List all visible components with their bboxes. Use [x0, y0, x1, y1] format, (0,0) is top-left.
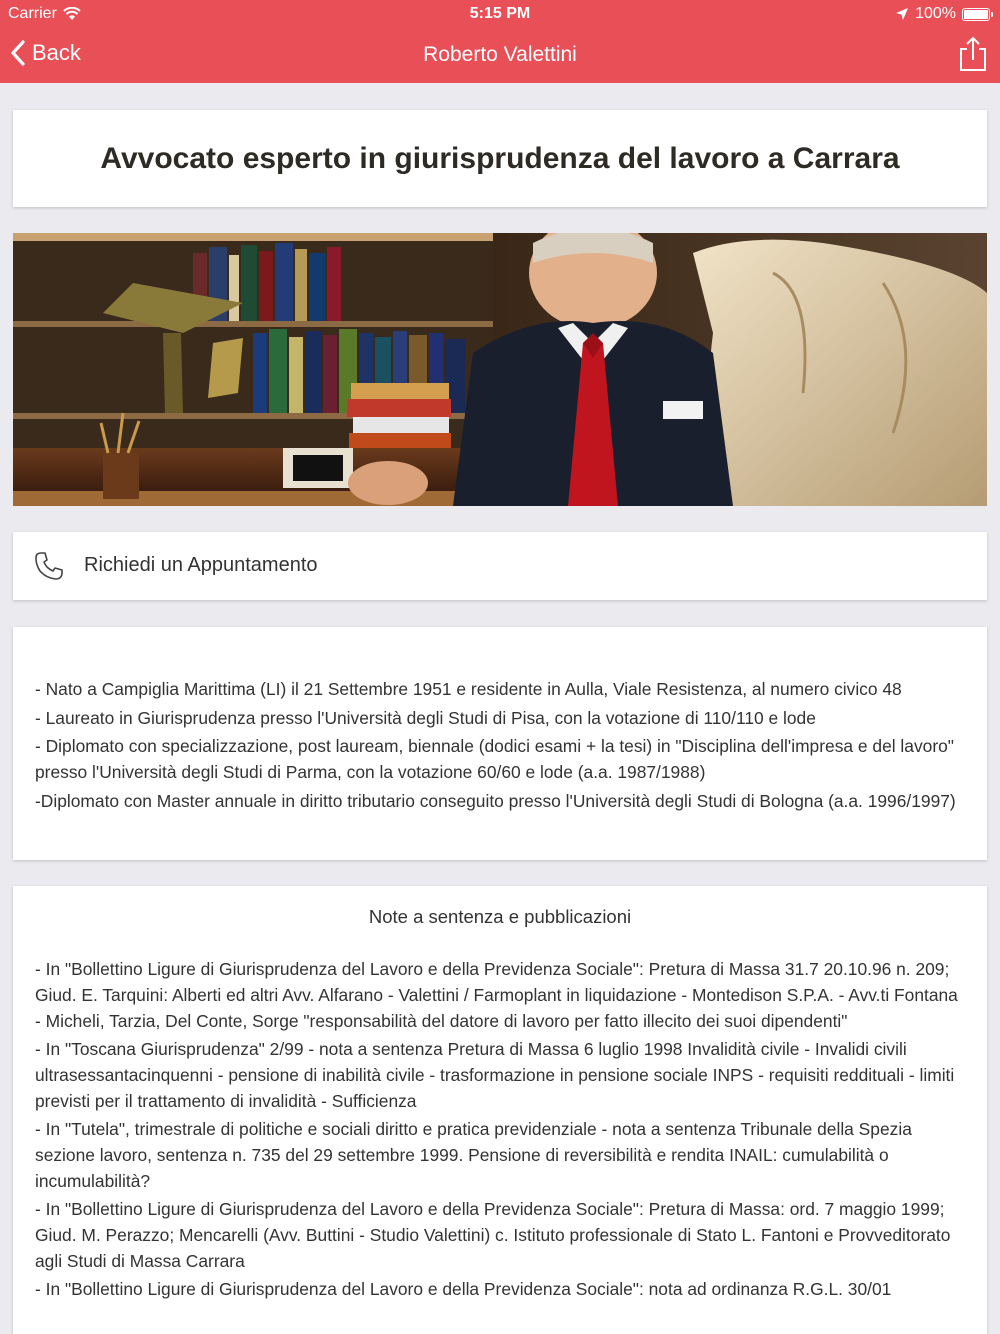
phone-icon: [33, 550, 65, 582]
status-bar: [0, 0, 1000, 28]
battery-level: [964, 10, 988, 19]
share-icon: [958, 36, 988, 72]
lawyer-photo-illustration: [13, 233, 987, 506]
publications-card: [13, 886, 987, 1334]
carrier-label: Carrier: [8, 5, 57, 22]
bio-line: - Nato a Campiglia Marittima (LI) il 21 Settembre 1951 e residente in Aulla, Viale Resistenza, al numero civico 48: [35, 679, 902, 699]
status-time: 5:15 PM: [469, 5, 531, 22]
publication-item: - In "Bollettino Ligure di Giurisprudenza del Lavoro e della Previdenza Sociale": nota ad ordinanza R.G.L. 30/01: [35, 1279, 892, 1299]
back-label: Back: [32, 40, 81, 65]
publications-title: Note a sentenza e pubblicazioni: [368, 906, 632, 927]
publication-item: - In "Bollettino Ligure di Giurisprudenza del Lavoro e della Previdenza Sociale": Pretura di Massa 31.7 20.10.96 n. 209; Giud. E. Tarquini: Alberti ed altri Avv. Alfarano - Valettini / Farmoplant in liquidazione - Montedison S.P.A. - Avv.ti Fontana - Micheli, Tarzia, Del Conte, Sorge "responsabilità del datore di lavoro per fatto illecito dei suoi dipendenti": [35, 959, 958, 1031]
appointment-button[interactable]: [13, 532, 987, 600]
bio-line: - Laureato in Giurisprudenza presso l'Università degli Studi di Pisa, con la votazione di 110/110 e lode: [35, 707, 816, 728]
publication-item: - In "Tutela", trimestrale di politiche e sociali diritto e pratica previdenziale - nota a sentenza Tribunale della Spezia sezione lavoro, sentenza n. 735 del 29 settembre 1999. Pensione di reversibilità e rendita INAIL: cumulabilità o incumulabilità?: [35, 1119, 912, 1191]
page-title: Avvocato esperto in giurisprudenza del lavoro a Carrara: [100, 141, 900, 175]
bio-line: -Diplomato con Master annuale in diritto tributario conseguito presso l'Università degli Studi di Bologna (a.a. 1996/1997): [35, 790, 956, 811]
app-header: [0, 0, 1000, 83]
location-arrow-icon: [895, 7, 909, 21]
publication-item: - In "Bollettino Ligure di Giurisprudenza del Lavoro e della Previdenza Sociale": Pretura di Massa: ord. 7 maggio 1999; Giud. M. Perazzo; Mencarelli (Avv. Buttini - Studio Valettini) c. Istituto professionale di Stato L. Fantoni e Provveditorato agli Studi di Massa Carrara: [35, 1199, 951, 1271]
battery-percent: 100%: [915, 5, 956, 22]
nav-title: Roberto Valettini: [423, 43, 577, 66]
lawyer-photo: [13, 233, 987, 506]
navigation-bar: [0, 28, 1000, 83]
battery-icon: [962, 8, 990, 21]
title-card: [13, 110, 987, 207]
share-button[interactable]: [958, 36, 988, 72]
status-right: [895, 5, 990, 23]
bio-line: - Diplomato con specializzazione, post lauream, biennale (dodici esami + la tesi) in "Disciplina dell'impresa e del lavoro" presso l'Università degli Studi di Parma, con la votazione 60/60 e lode (a.a. 1987/1988): [35, 736, 954, 782]
appointment-label: Richiedi un Appuntamento: [84, 554, 318, 576]
publication-item: - In "Toscana Giurisprudenza" 2/99 - nota a sentenza Pretura di Massa 6 luglio 1998 Invalidità civile - Invalidi civili ultrasessantacinquenni - pensione di inabilità civile - trasformazione in pensione sociale INPS - requisiti reddituali - limiti previsti per il trattamento di invalidità - Sufficienza: [35, 1039, 955, 1111]
biography-card: [13, 627, 987, 860]
